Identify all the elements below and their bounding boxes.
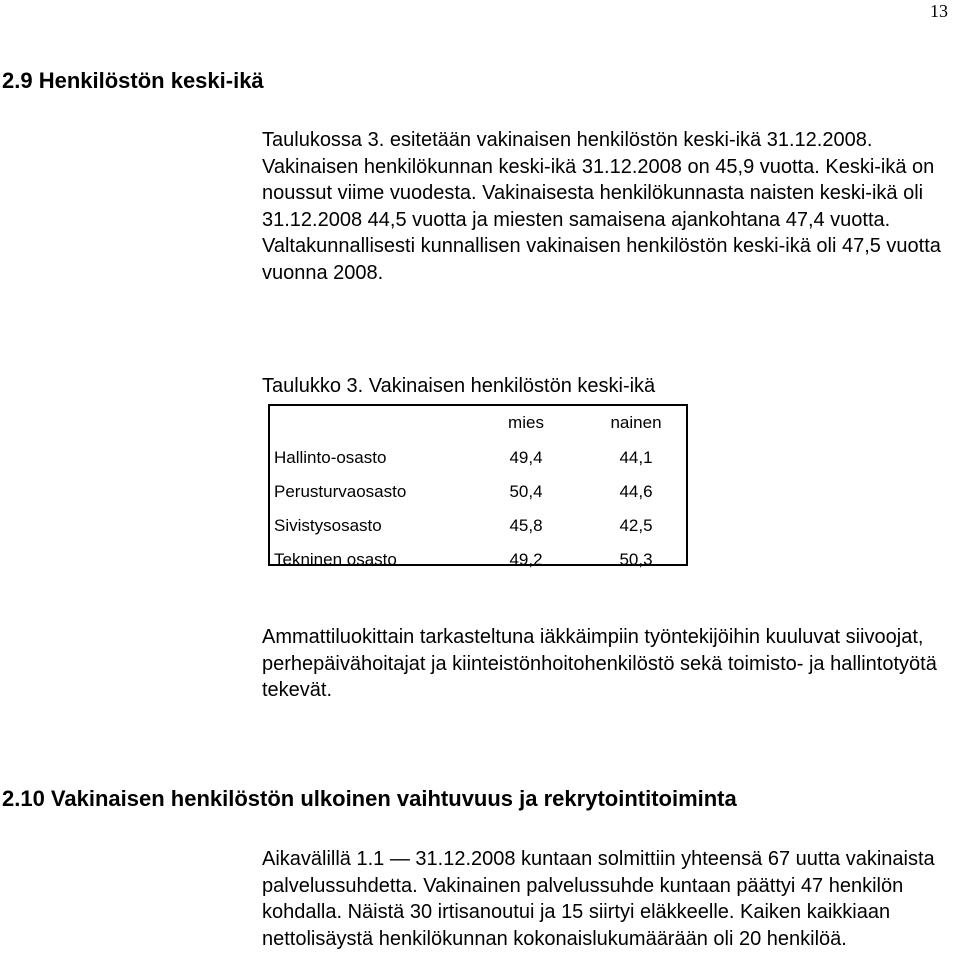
occupation-age-paragraph: Ammattiluokittain tarkasteltuna iäkkäimpiin työntekijöihin kuuluvat siivoojat, perhepäivähoitajat ja kiinteistönhoitohenkilöstö sekä toimisto- ja hallintotyötä tekevät.: [262, 626, 937, 702]
table-cell-nainen: 44,1: [619, 448, 653, 467]
table-cell-mies: 49,4: [509, 448, 543, 467]
average-age-paragraph: Taulukossa 3. esitetään vakinaisen henkilöstön keski-ikä 31.12.2008. Vakinaisen henkilökunnan keski-ikä 31.12.2008 on 45,9 vuotta. Keski-ikä on noussut viime vuodesta. Vakinaisesta henkilökunnasta naisten keski-ikä oli 31.12.2008 44,5 vuotta ja miesten samaisena ajankohtana 47,4 vuotta. Valtakunnallisesti kunnallisen vakinaisen henkilöstön keski-ikä oli 47,5 vuotta vuonna 2008.: [262, 129, 941, 284]
table-row: [268, 475, 696, 509]
table-cell-department: Tekninen osasto: [274, 550, 397, 569]
table-row: [268, 543, 696, 577]
table-cell-mies: 49,2: [509, 550, 543, 569]
turnover-paragraph: Aikavälillä 1.1 — 31.12.2008 kuntaan solmittiin yhteensä 67 uutta vakinaista palvelussuhdetta. Vakinainen palvelussuhde kuntaan päättyi 47 henkilön kohdalla. Näistä 30 irtisanoutui ja 15 siirtyi eläkkeelle. Kaiken kaikkiaan nettolisäystä henkilökunnan kokonaislukumäärään oli 20 henkilöä.: [262, 848, 935, 950]
section-heading-turnover: 2.10 Vakinaisen henkilöstön ulkoinen vaihtuvuus ja rekrytointitoiminta: [2, 786, 737, 811]
table-cell-mies: 45,8: [509, 516, 543, 535]
table-header-cell-nainen: nainen: [610, 412, 662, 432]
section-heading-average-age: 2.9 Henkilöstön keski-ikä: [2, 68, 264, 93]
table-cell-department: Sivistysosasto: [274, 516, 382, 535]
table-header-row: [268, 404, 696, 441]
average-age-table: [268, 404, 696, 577]
table-cell-department: Perusturvaosasto: [274, 482, 407, 501]
table-header-cell-mies: mies: [508, 412, 544, 432]
table-cell-mies: 50,4: [509, 482, 543, 501]
table-header-cell-empty: [268, 404, 476, 441]
table-cell-nainen: 50,3: [619, 550, 653, 569]
table-cell-department: Hallinto-osasto: [274, 448, 387, 467]
page-number: 13: [930, 1, 948, 21]
table-cell-nainen: 44,6: [619, 482, 653, 501]
table-row: [268, 509, 696, 543]
table-caption: Taulukko 3. Vakinaisen henkilöstön keski-ikä: [262, 375, 656, 397]
table-row: [268, 441, 696, 475]
table-cell-nainen: 42,5: [619, 516, 653, 535]
